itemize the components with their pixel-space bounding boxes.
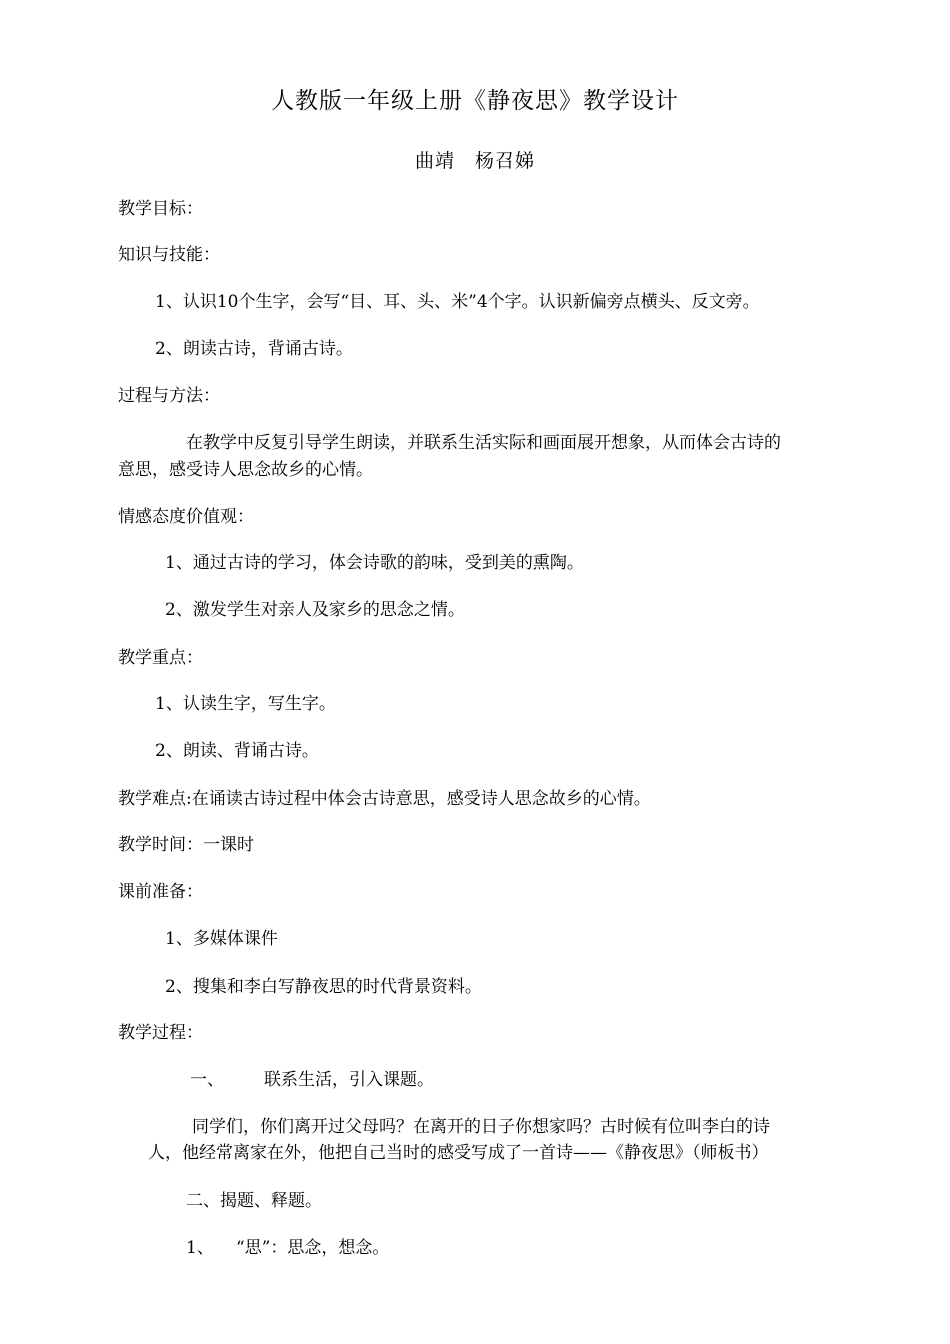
step-1-paragraph-line-2: 人，他经常离家在外，他把自己当时的感受写成了一首诗——《静夜思》（师板书） bbox=[148, 1143, 769, 1163]
emotion-item-2: 2、激发学生对亲人及家乡的思念之情。 bbox=[165, 600, 465, 620]
step-1-title: 联系生活，引入课题。 bbox=[264, 1070, 434, 1090]
emotion-item-1: 1、通过古诗的学习，体会诗歌的韵味，受到美的熏陶。 bbox=[165, 553, 584, 573]
goals-heading: 教学目标： bbox=[118, 199, 203, 219]
key-point-1: 1、认读生字，写生字。 bbox=[155, 694, 336, 714]
step-2-title: 二、揭题、释题。 bbox=[186, 1191, 322, 1211]
knowledge-item-1: 1、认识10个生字，会写“目、耳、头、米”4个字。认识新偏旁点横头、反文旁。 bbox=[155, 292, 760, 312]
knowledge-item-2: 2、朗读古诗，背诵古诗。 bbox=[155, 339, 353, 359]
process-paragraph-line-1: 在教学中反复引导学生朗读，并联系生活实际和画面展开想象，从而体会古诗的 bbox=[186, 433, 781, 453]
preparation-item-1: 1、多媒体课件 bbox=[165, 929, 278, 949]
step-1-number: 一、 bbox=[190, 1070, 224, 1090]
document-title: 人教版一年级上册《静夜思》教学设计 bbox=[271, 88, 679, 114]
preparation-item-2: 2、搜集和李白写静夜思的时代背景资料。 bbox=[165, 977, 482, 997]
process-paragraph-line-2: 意思，感受诗人思念故乡的心情。 bbox=[118, 460, 373, 480]
difficulty-line: 教学难点:在诵读古诗过程中体会古诗意思，感受诗人思念故乡的心情。 bbox=[118, 789, 651, 809]
emotion-heading: 情感态度价值观： bbox=[118, 507, 254, 527]
key-point-2: 2、朗读、背诵古诗。 bbox=[155, 741, 319, 761]
teaching-time: 教学时间：一课时 bbox=[118, 835, 254, 855]
document-author: 曲靖 杨召娣 bbox=[414, 150, 535, 172]
process-heading: 过程与方法： bbox=[118, 386, 220, 406]
preparation-heading: 课前准备： bbox=[118, 882, 203, 902]
step-2-item-1-number: 1、 bbox=[186, 1238, 214, 1258]
process-steps-heading: 教学过程： bbox=[118, 1023, 203, 1043]
key-points-heading: 教学重点： bbox=[118, 648, 203, 668]
knowledge-heading: 知识与技能： bbox=[118, 245, 220, 265]
step-1-paragraph-line-1: 同学们，你们离开过父母吗？在离开的日子你想家吗？古时候有位叫李白的诗 bbox=[192, 1117, 770, 1137]
step-2-item-1-text: “思”：思念，想念。 bbox=[236, 1238, 390, 1258]
